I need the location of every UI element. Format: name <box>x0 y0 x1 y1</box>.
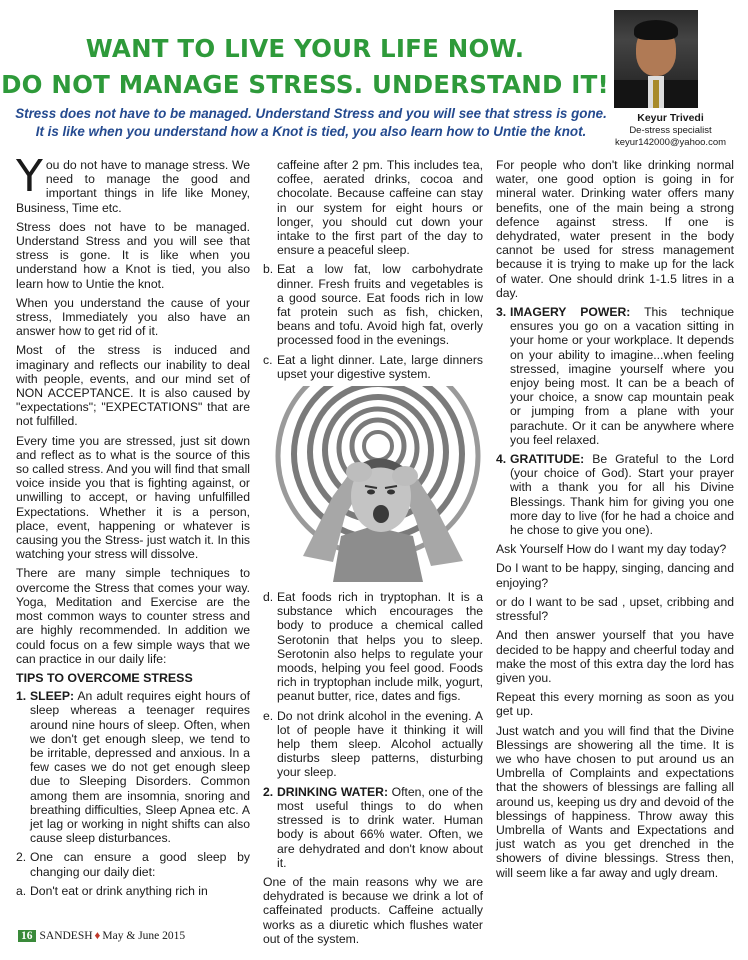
tip-text: Often, one of the most useful things to do when stressed is to drink water. Human body is about 66% water. Often, we are dehydrated and don't know about it. <box>277 784 483 870</box>
diet-item-text: Eat foods rich in tryptophan. It is a substance which encourages the body to produce a chemical called Serotonin that helps you to sleep. Serotonin also helps to regulate your moods, helping you feel good. Foods rich in tryptophan include milk, yogurt, peanut butter, rice, dates and figs. <box>277 590 483 704</box>
paragraph: Every time you are stressed, just sit down and reflect as to what is the source of this so called stress. And you will find that small voice inside you that is fighting against, or unwilling to accept, or having unfulfilled Expectations. Whether it is a person, place, event, happening or whatever is causing you the Stress- just watch it. In this watching your stress will dissolve. <box>16 433 250 562</box>
diet-item-text: caffeine after 2 pm. This includes tea, coffee, aerated drinks, cocoa and chocolate. Because caffeine can stay in our system for eight hours or longer, you should cut down your intake to the first part of the day to ensure a peaceful sleep. <box>277 158 483 258</box>
spiral-illustration <box>263 386 483 582</box>
list-number: 4. <box>496 452 507 467</box>
article-column-3 <box>496 158 734 885</box>
tip-sleep <box>16 689 250 845</box>
headline-line-1: WANT TO LIVE YOUR LIFE NOW. <box>85 34 525 63</box>
article-column-2 <box>263 158 483 951</box>
intro-text: ou do not have to manage stress. We need to manage the good and important things in life like Money, Business, Time etc. <box>16 158 250 215</box>
paragraph: Most of the stress is induced and imaginary and reflects our inability to deal with people, events, and our mind set of NON ACCEPTANCE. It is also caused by "expectations"; "EXPECTATIONS" that are not fulfilled. <box>16 343 250 429</box>
tip-text: One can ensure a good sleep by changing our daily diet: <box>30 850 250 879</box>
author-role: De-stress specialist <box>629 125 712 136</box>
tips-heading: TIPS TO OVERCOME STRESS <box>16 670 193 685</box>
list-number: 1. <box>16 689 27 704</box>
intro-paragraph <box>16 151 250 215</box>
tip-label: DRINKING WATER: <box>277 784 389 799</box>
paragraph: There are many simple techniques to overcome the Stress that comes your way. Yoga, Meditation and Exercise are the most common ways to counter stress and are highly recommended. In addition we could focus on a few simple ways that we can practice in our daily life: <box>16 566 250 666</box>
paragraph: For people who don't like drinking normal water, one good option is going in for mineral water. Drinking water offers many benefits, one of the main being a strong defence against stress. If one is dehydrated, water present in the body cannot be used for stress management because it is trying to make up for the lack of water. One should drink 1-1.5 litres in a day. <box>496 158 734 300</box>
tip-drinking-water <box>263 785 483 870</box>
list-letter: c. <box>263 352 273 367</box>
list-number: 3. <box>496 305 507 320</box>
question: Do I want to be happy, singing, dancing and enjoying? <box>496 561 734 590</box>
tip-diet <box>16 850 250 878</box>
paragraph: Stress does not have to be managed. Understand Stress and you will see that stress is gone. It is like when you understand how a Knot is tied, you also learn how to Untie the knot. <box>16 219 250 291</box>
issue-date: May & June 2015 <box>102 930 186 942</box>
author-photo <box>614 10 698 108</box>
separator-diamond: ♦ <box>94 930 101 942</box>
list-letter: e. <box>263 708 274 723</box>
diet-item-text: Eat a low fat, low carbohydrate dinner. Fresh fruits and vegetables is a good source. Eat foods rich in low fat protein such as fish, chicken, beans and tofu. Avoid high fat, overly processed food in the evenings. <box>277 262 483 348</box>
drop-cap: Y <box>16 151 43 202</box>
page-footer <box>18 930 185 942</box>
paragraph: When you understand the cause of your stress, Immediately you also have an answer how to get rid of it. <box>16 295 250 339</box>
paragraph: One of the main reasons why we are dehydrated is because we drink a lot of caffeinated products. Caffeine actually works as a diuretic which flushes water out of the system. <box>263 874 483 946</box>
page-number: 16 <box>18 930 36 942</box>
paragraph: Just watch and you will find that the Divine Blessings are showering all the time. It is we who have chosen to put around us an Umbrella of Complaints and expectations that the showers of blessings are falling all around us, keeping us dry and devoid of the blessings of happiness. Throw away this Umbrella of Wants and Expectations and just watch as you get drenched in the showers of divine blessings. Stress then, will seem like a far away and ugly dream. <box>496 723 734 880</box>
tip-gratitude <box>496 452 734 537</box>
tip-text: An adult requires eight hours of sleep whereas a teenager requires around nine hours of sleep. Often, when we don't get enough sleep, we tend to be irritable, depressed and anxious. In a few cases we do not get enough sleep due to Sleeping Disorders. Common among them are insomnia, snoring and breathing difficulties, Sleep Apnea etc. A jet lag or working in night shifts can also cause sleep disturbances. <box>30 689 250 846</box>
question: or do I want to be sad , upset, cribbing and stressful? <box>496 594 734 624</box>
diet-item-a-continued <box>263 158 483 257</box>
headline-line-2: DO NOT MANAGE STRESS. UNDERSTAND IT! <box>1 70 609 99</box>
author-email: keyur142000@yahoo.com <box>614 137 727 148</box>
diet-item-d <box>263 590 483 704</box>
tip-text: This technique ensures you go on a vacation sitting in your home or your workplace. It depends on your ability to imagine...when feeling stressed, imagine yourself where you enjoy being most. It can be a beach of your choice, a snow cap mountain peak or jumping from a plane with your parachute. Or it can be anywhere where you feel relaxed. <box>510 305 734 447</box>
list-letter: b. <box>263 262 274 277</box>
article-column-1 <box>16 151 250 903</box>
list-number: 2. <box>16 850 27 865</box>
tip-label: GRATITUDE: <box>510 452 585 467</box>
subheading-line-2: It is like when you understand how a Knot is tied, you also learn how to Untie the knot. <box>35 124 587 139</box>
diet-item-e <box>263 709 483 780</box>
publication-name: SANDESH <box>39 930 93 942</box>
diet-item-text: Don't eat or drink anything rich in <box>30 883 208 898</box>
author-name: Keyur Trivedi <box>637 112 704 124</box>
stressed-man-illustration <box>263 386 483 582</box>
diet-item-a <box>16 884 250 898</box>
tip-imagery-power <box>496 305 734 447</box>
tip-label: SLEEP: <box>30 689 75 704</box>
diet-item-c <box>263 353 483 381</box>
paragraph: Repeat this every morning as soon as you get up. <box>496 690 734 719</box>
list-number: 2. <box>263 784 274 799</box>
diet-item-b <box>263 262 483 347</box>
diet-item-text: Eat a light dinner. Late, large dinners upset your digestive system. <box>277 352 483 381</box>
list-letter: a. <box>16 883 27 898</box>
paragraph: And then answer yourself that you have decided to be happy and cheerful today and make the most of this extra day the lord has given you. <box>496 628 734 685</box>
diet-item-text: Do not drink alcohol in the evening. A lot of people have it thinking it will help them sleep. Alcohol actually disturbs sleep patterns, disturbing your sleep. <box>277 708 483 780</box>
list-letter: d. <box>263 590 274 605</box>
question: Ask Yourself How do I want my day today? <box>496 542 727 557</box>
subheading-line-1: Stress does not have to be managed. Understand Stress and you will see that stress is gone. <box>15 106 607 121</box>
tip-label: IMAGERY POWER: <box>510 305 631 320</box>
tip-text: Be Grateful to the Lord (your choice of God). Start your prayer with a thank you for all his Divine Blessings. Thank him for giving you one more day to live (for he had a choice and he chose to give you one). <box>510 452 734 538</box>
